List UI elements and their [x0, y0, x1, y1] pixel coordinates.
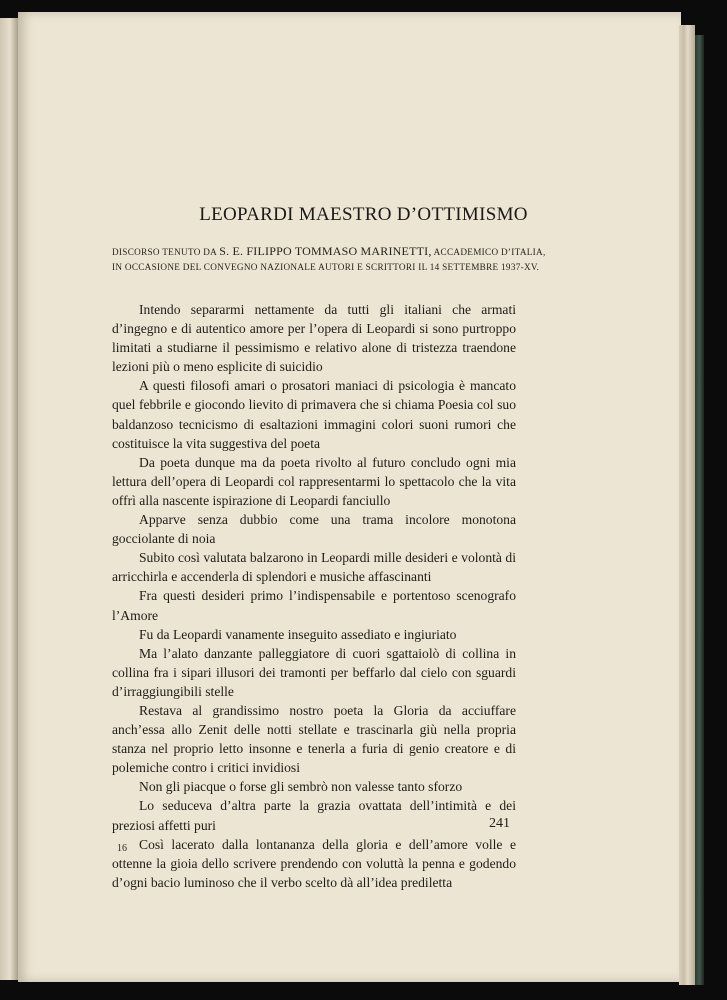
paragraph: Da poeta dunque ma da poeta rivolto al futuro concludo ogni mia lettura dell’opera di Leopardi col rappresentarmi lo spettacolo che la vita offrì alla nascente ispirazione di Leopardi fanciullo — [112, 454, 516, 508]
page-stack-edge — [679, 25, 695, 985]
book-cover-edge — [695, 35, 704, 985]
paragraph: Fra questi desideri primo l’indispensabile e portentoso scenografo l’Amore — [112, 588, 516, 623]
signature-mark: 16 — [117, 843, 127, 854]
left-page-edge — [0, 18, 18, 980]
paragraph: A questi filosofi amari o prosatori maniaci di psicologia è mancato quel febbrile e giocondo lievito di primavera che si chiama Poesia col suo baldanzoso tecnicismo di esaltazioni immagini colori suoni rumori che costituisce la vita suggestiva del poeta — [112, 378, 516, 451]
author-name: S. E. FILIPPO TOMMASO MARINETTI, — [219, 244, 432, 258]
subtitle-prefix: DISCORSO TENUTO DA — [112, 247, 217, 257]
page-number: 241 — [489, 816, 510, 831]
subtitle-line-2: IN OCCASIONE DEL CONVEGNO NAZIONALE AUTORI E SCRITTORI IL 14 SETTEMBRE 1937-XV. — [112, 262, 540, 272]
paragraph: Non gli piacque o forse gli sembrò non valesse tanto sforzo — [139, 779, 463, 795]
paragraph: Apparve senza dubbio come una trama incolore monotona gocciolante di noia — [112, 512, 516, 547]
paragraph: Subito così valutata balzarono in Leopardi mille desideri e volontà di arricchirla e accenderla di splendori e musiche affascinanti — [112, 550, 516, 585]
paragraph: Così lacerato dalla lontananza della gloria e dell’amore volle e ottenne la gioia dello scrivere prendendo con voluttà la penna e godendo d’ogni bacio luminoso che il verbo scelto dà all’idea prediletta — [112, 836, 516, 890]
paragraph: Restava al grandissimo nostro poeta la Gloria da acciuffare anch’essa allo Zenit delle notti stellate e trascinarla giù nella propria stanza nel proprio letto insonne e tenerla a furia di genio creatore e di polemiche contro i critici invidiosi — [112, 702, 516, 776]
body-text — [112, 300, 516, 892]
article-title: LEOPARDI MAESTRO D’OTTIMISMO — [199, 204, 528, 225]
paragraph: Ma l’alato danzante palleggiatore di cuori sgattaiolò di collina in collina fra i sipari illusori dei tramonti per beffarlo dal cielo con sguardi d’irraggiungibili stelle — [112, 645, 516, 699]
subtitle-line-1 — [112, 244, 546, 259]
paragraph: Intendo separarmi nettamente da tutti gli italiani che armati d’ingegno e di autentico amore per l’opera di Leopardi si sono purtroppo limitati a studiarne il pessimismo e relativo alone di tristezza traendone lezioni più o meno esplicite di suicidio — [112, 302, 516, 375]
paragraph: Lo seduceva d’altra parte la grazia ovattata dell’intimità e dei preziosi affetti puri — [112, 798, 516, 833]
paragraph: Fu da Leopardi vanamente inseguito assediato e ingiuriato — [139, 626, 457, 642]
subtitle-suffix: ACCADEMICO D’ITALIA, — [433, 247, 546, 257]
